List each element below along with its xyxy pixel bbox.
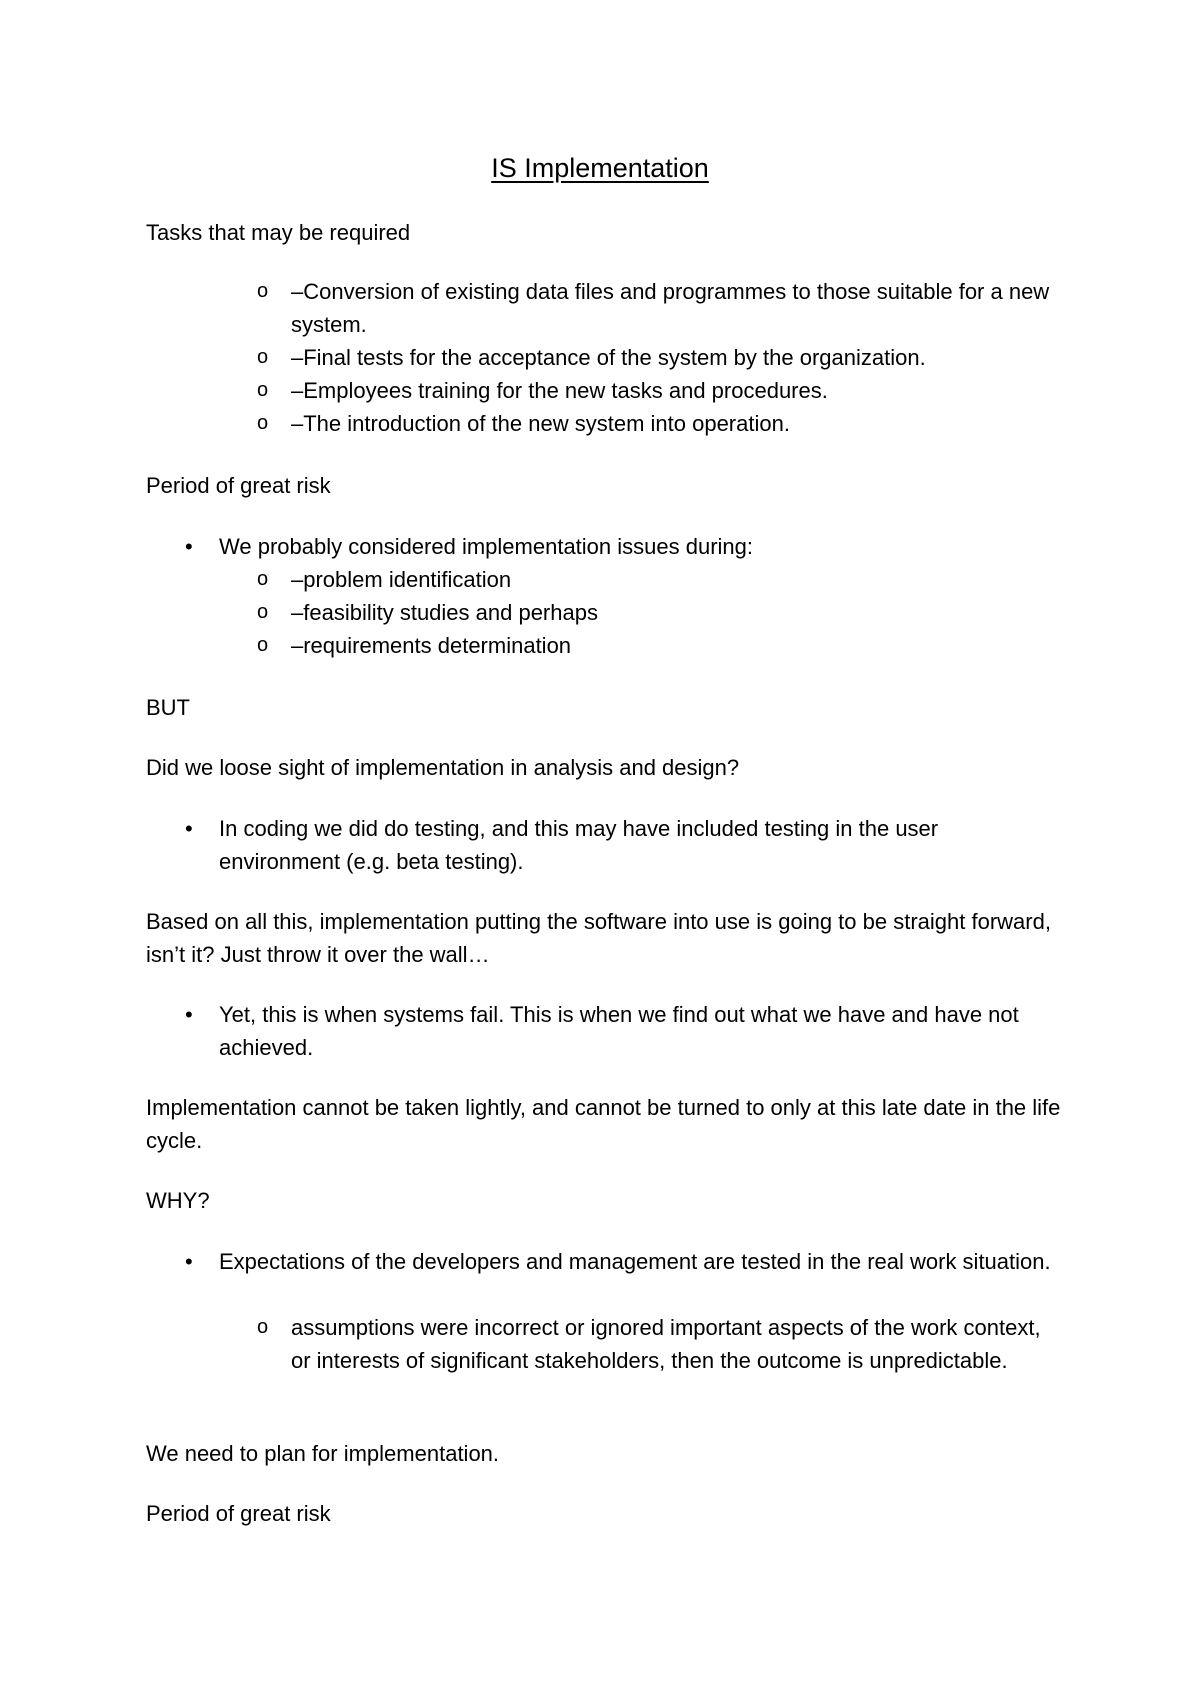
sub-bullet-marker: o xyxy=(257,568,269,590)
coding-bullet xyxy=(185,812,1064,878)
task-item xyxy=(257,374,1061,407)
sub-bullet-marker: o xyxy=(257,412,269,434)
task-item xyxy=(257,407,1061,440)
risk-heading: Period of great risk xyxy=(146,473,331,498)
fail-bullet-text: Yet, this is when systems fail. This is when we find out what we have and have not achieved. xyxy=(219,1002,1019,1060)
question-text: Did we loose sight of implementation in analysis and design? xyxy=(146,755,740,780)
based-paragraph: Based on all this, implementation putting the software into use is going to be straight forward, isn’t it? Just throw it over the wall… xyxy=(146,909,1051,967)
task-item-text: –The introduction of the new system into operation. xyxy=(291,411,790,436)
assumption-item-text: assumptions were incorrect or ignored important aspects of the work context, or interests of significant stakeholders, then the outcome is unpredictable. xyxy=(291,1315,1041,1373)
page-title: IS Implementation xyxy=(491,153,709,183)
task-item-text: –Conversion of existing data files and programmes to those suitable for a new system. xyxy=(291,279,1050,337)
expect-bullet-text: Expectations of the developers and management are tested in the real work situation. xyxy=(219,1249,1051,1274)
bullet-marker: • xyxy=(185,1249,193,1274)
bullet-marker: • xyxy=(185,1002,193,1027)
considered-item-text: –requirements determination xyxy=(291,633,572,658)
task-item xyxy=(257,341,1061,374)
task-item-text: –Final tests for the acceptance of the system by the organization. xyxy=(291,345,926,370)
sub-bullet-marker: o xyxy=(257,379,269,401)
why-text: WHY? xyxy=(146,1188,210,1213)
sub-bullet-marker: o xyxy=(257,601,269,623)
considered-item xyxy=(257,563,1061,596)
fail-bullet xyxy=(185,998,1064,1064)
tasks-heading: Tasks that may be required xyxy=(146,220,411,245)
task-item-text: –Employees training for the new tasks and procedures. xyxy=(291,378,828,403)
considered-bullet-text: We probably considered implementation issues during: xyxy=(219,534,753,559)
sub-bullet-marker: o xyxy=(257,346,269,368)
risk-heading-2: Period of great risk xyxy=(146,1501,331,1526)
considered-item xyxy=(257,596,1061,629)
task-item xyxy=(257,275,1061,341)
but-text: BUT xyxy=(146,695,190,720)
considered-bullet xyxy=(185,530,1064,563)
plan-paragraph: We need to plan for implementation. xyxy=(146,1441,500,1466)
considered-item xyxy=(257,629,1061,662)
considered-item-text: –problem identification xyxy=(291,567,512,592)
expect-bullet xyxy=(185,1245,1064,1278)
sub-bullet-marker: o xyxy=(257,1316,269,1338)
sub-bullet-marker: o xyxy=(257,634,269,656)
sub-bullet-marker: o xyxy=(257,280,269,302)
considered-item-text: –feasibility studies and perhaps xyxy=(291,600,598,625)
coding-bullet-text: In coding we did do testing, and this may have included testing in the user environment (e.g. beta testing). xyxy=(219,816,939,874)
cannot-paragraph: Implementation cannot be taken lightly, and cannot be turned to only at this late date in the life cycle. xyxy=(146,1095,1061,1153)
assumption-item xyxy=(257,1311,1051,1377)
bullet-marker: • xyxy=(185,534,193,559)
bullet-marker: • xyxy=(185,816,193,841)
